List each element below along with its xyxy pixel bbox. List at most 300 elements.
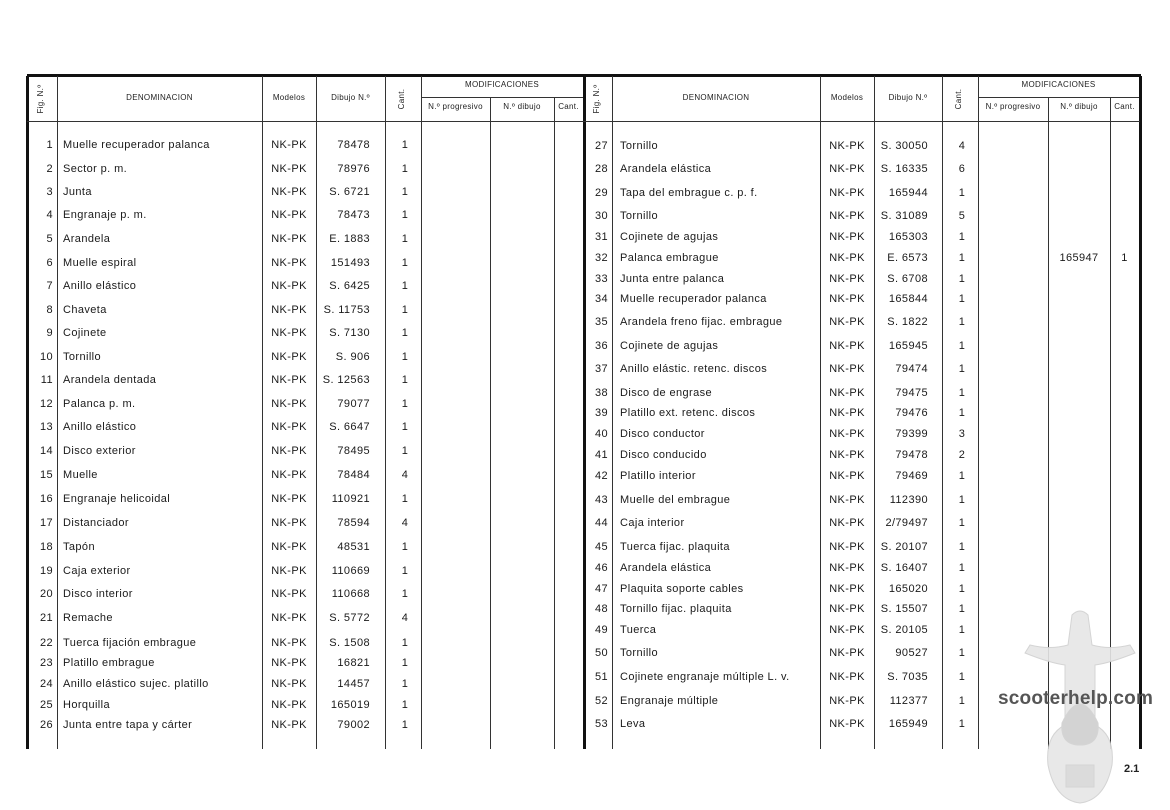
part-model: NK-PK — [829, 583, 865, 595]
table-row — [0, 581, 1170, 597]
part-model: NK-PK — [829, 316, 865, 328]
fig-number: 20 — [39, 588, 53, 600]
part-model: NK-PK — [271, 233, 307, 245]
drawing-number: 165019 — [330, 699, 370, 711]
drawing-number: 79002 — [337, 719, 370, 731]
part-model: NK-PK — [271, 637, 307, 649]
drawing-number: S. 7130 — [329, 327, 370, 339]
drawing-number: S. 15507 — [880, 603, 928, 615]
drawing-number: E. 6573 — [887, 252, 928, 264]
quantity: 1 — [958, 387, 966, 399]
fig-number: 31 — [594, 231, 608, 243]
part-name: Chaveta — [63, 304, 107, 316]
table-row — [0, 229, 1170, 245]
table-row — [0, 622, 1170, 638]
part-name: Cojinete — [63, 327, 107, 339]
part-name: Cojinete de agujas — [620, 231, 719, 243]
quantity: 1 — [958, 583, 966, 595]
table-row — [0, 426, 1170, 442]
part-model: NK-PK — [271, 588, 307, 600]
drawing-number: E. 1883 — [329, 233, 370, 245]
part-name: Arandela dentada — [63, 374, 157, 386]
quantity: 1 — [401, 139, 409, 151]
table-row — [0, 515, 1170, 531]
quantity: 1 — [401, 257, 409, 269]
part-name: Muelle recuperador palanca — [63, 139, 210, 151]
part-name: Junta — [63, 186, 92, 198]
part-model: NK-PK — [271, 186, 307, 198]
fig-number: 15 — [39, 469, 53, 481]
fig-number: 47 — [594, 583, 608, 595]
quantity: 1 — [958, 293, 966, 305]
drawing-number: 165303 — [888, 231, 928, 243]
drawing-number: S. 30050 — [880, 140, 928, 152]
part-model: NK-PK — [271, 421, 307, 433]
table-row — [0, 250, 1170, 266]
header-cant: Cant. — [954, 88, 963, 110]
drawing-number: S. 7035 — [887, 671, 928, 683]
fig-number: 35 — [594, 316, 608, 328]
part-model: NK-PK — [829, 163, 865, 175]
header-cant: Cant. — [397, 88, 406, 110]
quantity: 1 — [958, 187, 966, 199]
fig-number: 23 — [39, 657, 53, 669]
part-model: NK-PK — [829, 517, 865, 529]
drawing-number: 78594 — [337, 517, 370, 529]
part-name: Arandela elástica — [620, 163, 712, 175]
header-denominacion: DENOMINACION — [126, 93, 193, 102]
quantity: 1 — [401, 351, 409, 363]
part-model: NK-PK — [271, 678, 307, 690]
part-name: Engranaje helicoidal — [63, 493, 171, 505]
fig-number: 19 — [39, 565, 53, 577]
fig-number: 8 — [46, 304, 53, 316]
table-row — [0, 361, 1170, 377]
part-name: Disco conductor — [620, 428, 705, 440]
quantity: 3 — [958, 428, 966, 440]
table-row — [0, 338, 1170, 354]
quantity: 1 — [401, 678, 409, 690]
part-model: NK-PK — [829, 603, 865, 615]
quantity: 1 — [401, 209, 409, 221]
fig-number: 33 — [594, 273, 608, 285]
fig-number: 5 — [46, 233, 53, 245]
drawing-number: 79475 — [895, 387, 928, 399]
part-model: NK-PK — [829, 624, 865, 636]
quantity: 1 — [958, 231, 966, 243]
fig-number: 2 — [46, 163, 53, 175]
drawing-number: 78478 — [337, 139, 370, 151]
table-row — [0, 385, 1170, 401]
part-name: Cojinete de agujas — [620, 340, 719, 352]
part-name: Disco exterior — [63, 445, 136, 457]
part-model: NK-PK — [271, 139, 307, 151]
table-row — [0, 314, 1170, 330]
part-model: NK-PK — [829, 470, 865, 482]
quantity: 1 — [958, 494, 966, 506]
part-model: NK-PK — [829, 140, 865, 152]
fig-number: 40 — [594, 428, 608, 440]
fig-number: 39 — [594, 407, 608, 419]
fig-number: 1 — [46, 139, 53, 151]
drawing-number: 90527 — [895, 647, 928, 659]
quantity: 1 — [958, 316, 966, 328]
drawing-number: 79478 — [895, 449, 928, 461]
drawing-number: 79399 — [895, 428, 928, 440]
drawing-number: S. 6647 — [329, 421, 370, 433]
quantity: 5 — [958, 210, 966, 222]
fig-number: 18 — [39, 541, 53, 553]
part-model: NK-PK — [829, 562, 865, 574]
drawing-number: 110669 — [331, 565, 370, 577]
part-model: NK-PK — [829, 252, 865, 264]
drawing-number: S. 11753 — [323, 304, 370, 316]
quantity: 1 — [958, 252, 966, 264]
part-model: NK-PK — [271, 517, 307, 529]
quantity: 1 — [958, 517, 966, 529]
quantity: 1 — [401, 304, 409, 316]
fig-number: 25 — [39, 699, 53, 711]
fig-number: 42 — [594, 470, 608, 482]
drawing-number: 78495 — [337, 445, 370, 457]
quantity: 1 — [401, 163, 409, 175]
fig-number: 3 — [46, 186, 53, 198]
drawing-number: 165945 — [888, 340, 928, 352]
drawing-number: S. 31089 — [880, 210, 928, 222]
drawing-number: 112377 — [889, 695, 928, 707]
part-name: Muelle espiral — [63, 257, 137, 269]
fig-number: 52 — [594, 695, 608, 707]
fig-number: 51 — [594, 671, 608, 683]
part-model: NK-PK — [829, 647, 865, 659]
part-name: Engranaje p. m. — [63, 209, 147, 221]
quantity: 2 — [958, 449, 966, 461]
table-row — [0, 185, 1170, 201]
part-name: Muelle recuperador palanca — [620, 293, 767, 305]
fig-number: 32 — [594, 252, 608, 264]
fig-number: 38 — [594, 387, 608, 399]
part-model: NK-PK — [271, 398, 307, 410]
quantity: 1 — [401, 588, 409, 600]
part-model: NK-PK — [829, 273, 865, 285]
table-row — [0, 560, 1170, 576]
part-model: NK-PK — [271, 565, 307, 577]
quantity: 1 — [958, 671, 966, 683]
drawing-number: S. 6708 — [887, 273, 928, 285]
fig-number: 9 — [46, 327, 53, 339]
modificaciones-underline — [421, 97, 583, 98]
drawing-number: 110668 — [331, 588, 370, 600]
drawing-number: S. 5772 — [329, 612, 370, 624]
part-model: NK-PK — [271, 445, 307, 457]
quantity: 1 — [958, 407, 966, 419]
table-row — [0, 716, 1170, 732]
quantity: 1 — [401, 327, 409, 339]
quantity: 1 — [401, 421, 409, 433]
table-row — [0, 405, 1170, 421]
table-row — [0, 645, 1170, 661]
part-name: Distanciador — [63, 517, 129, 529]
part-model: NK-PK — [271, 699, 307, 711]
part-name: Anillo elástico sujec. platillo — [63, 678, 209, 690]
part-name: Disco interior — [63, 588, 133, 600]
part-name: Junta entre tapa y cárter — [63, 719, 193, 731]
modificaciones-underline — [978, 97, 1139, 98]
header-mod-dibujo: N.º dibujo — [503, 102, 541, 111]
fig-number: 21 — [39, 612, 53, 624]
part-name: Tornillo — [620, 647, 659, 659]
fig-number: 16 — [39, 493, 53, 505]
fig-number: 53 — [594, 718, 608, 730]
quantity: 1 — [958, 695, 966, 707]
table-row — [0, 271, 1170, 287]
quantity: 6 — [958, 163, 966, 175]
part-name: Palanca embrague — [620, 252, 719, 264]
part-name: Leva — [620, 718, 646, 730]
drawing-number: 112390 — [889, 494, 928, 506]
quantity: 1 — [401, 280, 409, 292]
part-model: NK-PK — [271, 304, 307, 316]
drawing-number: S. 1822 — [887, 316, 928, 328]
fig-number: 41 — [594, 449, 608, 461]
quantity: 1 — [401, 541, 409, 553]
part-model: NK-PK — [829, 293, 865, 305]
header-progresivo: N.º progresivo — [985, 102, 1041, 111]
table-row — [0, 447, 1170, 463]
part-name: Muelle — [63, 469, 98, 481]
part-model: NK-PK — [271, 719, 307, 731]
part-name: Engranaje múltiple — [620, 695, 719, 707]
fig-number: 12 — [39, 398, 53, 410]
quantity: 1 — [958, 470, 966, 482]
part-model: NK-PK — [271, 493, 307, 505]
part-name: Anillo elástico — [63, 280, 137, 292]
quantity: 1 — [401, 445, 409, 457]
fig-number: 46 — [594, 562, 608, 574]
fig-number: 30 — [594, 210, 608, 222]
drawing-number: S. 20105 — [880, 624, 928, 636]
fig-number: 7 — [46, 280, 53, 292]
part-name: Anillo elástic. retenc. discos — [620, 363, 768, 375]
table-row — [0, 669, 1170, 685]
part-name: Tornillo — [620, 140, 659, 152]
fig-number: 26 — [39, 719, 53, 731]
quantity: 1 — [401, 186, 409, 198]
part-name: Tornillo — [620, 210, 659, 222]
quantity: 1 — [958, 624, 966, 636]
drawing-number: S. 12563 — [322, 374, 370, 386]
part-name: Disco conducido — [620, 449, 707, 461]
drawing-number: S. 6425 — [329, 280, 370, 292]
header-denominacion: DENOMINACION — [682, 93, 750, 102]
drawing-number: S. 1508 — [329, 637, 370, 649]
part-name: Sector p. m. — [63, 163, 128, 175]
drawing-number: 79077 — [337, 398, 370, 410]
part-model: NK-PK — [829, 340, 865, 352]
part-name: Muelle del embrague — [620, 494, 731, 506]
part-model: NK-PK — [829, 494, 865, 506]
part-name: Remache — [63, 612, 113, 624]
quantity: 1 — [958, 718, 966, 730]
drawing-number: 78976 — [337, 163, 370, 175]
header-dibujo: Dibujo N.º — [331, 93, 370, 102]
drawing-number: S. 906 — [335, 351, 370, 363]
part-name: Platillo ext. retenc. discos — [620, 407, 756, 419]
quantity: 1 — [958, 647, 966, 659]
fig-number: 4 — [46, 209, 53, 221]
quantity: 4 — [401, 612, 409, 624]
part-name: Tuerca fijación embrague — [63, 637, 197, 649]
header-modificaciones: MODIFICACIONES — [1021, 80, 1096, 89]
fig-number: 6 — [46, 257, 53, 269]
header-dibujo: Dibujo N.º — [888, 93, 928, 102]
header-modificaciones: MODIFICACIONES — [465, 80, 539, 89]
part-name: Platillo embrague — [63, 657, 155, 669]
fig-number: 43 — [594, 494, 608, 506]
modification-drawing-number: 165947 — [1059, 252, 1099, 264]
drawing-number: S. 16335 — [880, 163, 928, 175]
watermark-text: scooterhelp.com — [998, 688, 1154, 709]
part-name: Tuerca — [620, 624, 657, 636]
quantity: 1 — [401, 233, 409, 245]
fig-number: 29 — [594, 187, 608, 199]
quantity: 1 — [401, 657, 409, 669]
fig-number: 49 — [594, 624, 608, 636]
part-model: NK-PK — [271, 257, 307, 269]
fig-number: 24 — [39, 678, 53, 690]
header-mod-cant: Cant. — [558, 102, 579, 111]
part-name: Tapón — [63, 541, 95, 553]
header-progresivo: N.º progresivo — [428, 102, 483, 111]
quantity: 1 — [958, 603, 966, 615]
drawing-number: 165944 — [888, 187, 928, 199]
drawing-number: 78473 — [337, 209, 370, 221]
fig-number: 44 — [594, 517, 608, 529]
quantity: 1 — [401, 565, 409, 577]
drawing-number: 16821 — [337, 657, 370, 669]
part-model: NK-PK — [271, 374, 307, 386]
drawing-number: S. 20107 — [880, 541, 928, 553]
table-row — [0, 693, 1170, 709]
part-name: Arandela freno fijac. embrague — [620, 316, 783, 328]
quantity: 1 — [401, 719, 409, 731]
fig-number: 45 — [594, 541, 608, 553]
quantity: 1 — [958, 562, 966, 574]
drawing-number: 2/79497 — [885, 517, 928, 529]
part-name: Palanca p. m. — [63, 398, 136, 410]
part-name: Anillo elástico — [63, 421, 137, 433]
header-mod-cant: Cant. — [1114, 102, 1135, 111]
table-row — [0, 601, 1170, 617]
quantity: 4 — [401, 469, 409, 481]
part-name: Disco de engrase — [620, 387, 713, 399]
part-name: Tornillo fijac. plaquita — [620, 603, 732, 615]
quantity: 1 — [401, 493, 409, 505]
fig-number: 14 — [39, 445, 53, 457]
fig-number: 17 — [39, 517, 53, 529]
header-fig: Fig. N.º — [592, 84, 601, 114]
part-model: NK-PK — [829, 231, 865, 243]
part-model: NK-PK — [829, 541, 865, 553]
page-number: 2.1 — [1124, 763, 1140, 775]
table-row — [0, 468, 1170, 484]
header-mod-dibujo: N.º dibujo — [1060, 102, 1098, 111]
drawing-number: 165020 — [888, 583, 928, 595]
table-row — [0, 208, 1170, 224]
drawing-number: 78484 — [337, 469, 370, 481]
part-model: NK-PK — [271, 469, 307, 481]
part-model: NK-PK — [271, 612, 307, 624]
table-row — [0, 291, 1170, 307]
part-model: NK-PK — [829, 363, 865, 375]
part-name: Junta entre palanca — [620, 273, 725, 285]
drawing-number: 165844 — [888, 293, 928, 305]
header-modelos: Modelos — [830, 93, 864, 102]
part-name: Tuerca fijac. plaquita — [620, 541, 730, 553]
quantity: 4 — [401, 517, 409, 529]
fig-number: 11 — [40, 374, 53, 386]
drawing-number: S. 6721 — [329, 186, 370, 198]
table-row — [0, 161, 1170, 177]
drawing-number: 79474 — [895, 363, 928, 375]
part-model: NK-PK — [271, 280, 307, 292]
fig-number: 36 — [594, 340, 608, 352]
part-model: NK-PK — [829, 449, 865, 461]
part-model: NK-PK — [829, 718, 865, 730]
fig-number: 10 — [39, 351, 53, 363]
quantity: 1 — [401, 398, 409, 410]
table-row — [0, 138, 1170, 154]
fig-number: 28 — [594, 163, 608, 175]
part-name: Platillo interior — [620, 470, 696, 482]
part-model: NK-PK — [271, 351, 307, 363]
table-row — [0, 539, 1170, 555]
quantity: 1 — [401, 374, 409, 386]
modification-quantity: 1 — [1121, 252, 1128, 264]
part-name: Tornillo — [63, 351, 102, 363]
part-name: Horquilla — [63, 699, 111, 711]
part-name: Caja interior — [620, 517, 685, 529]
drawing-number: 79476 — [895, 407, 928, 419]
quantity: 1 — [401, 637, 409, 649]
fig-number: 27 — [594, 140, 608, 152]
quantity: 1 — [401, 699, 409, 711]
drawing-number: 48531 — [337, 541, 370, 553]
drawing-number: 165949 — [888, 718, 928, 730]
fig-number: 48 — [594, 603, 608, 615]
part-model: NK-PK — [271, 327, 307, 339]
drawing-number: S. 16407 — [880, 562, 928, 574]
quantity: 4 — [958, 140, 966, 152]
part-model: NK-PK — [829, 387, 865, 399]
part-model: NK-PK — [829, 187, 865, 199]
drawing-number: 14457 — [337, 678, 370, 690]
part-model: NK-PK — [271, 163, 307, 175]
part-model: NK-PK — [271, 657, 307, 669]
drawing-number: 79469 — [895, 470, 928, 482]
part-name: Plaquita soporte cables — [620, 583, 744, 595]
part-model: NK-PK — [829, 407, 865, 419]
part-name: Caja exterior — [63, 565, 131, 577]
fig-number: 13 — [39, 421, 53, 433]
part-model: NK-PK — [271, 209, 307, 221]
quantity: 1 — [958, 363, 966, 375]
part-model: NK-PK — [829, 671, 865, 683]
part-name: Arandela — [63, 233, 111, 245]
part-model: NK-PK — [271, 541, 307, 553]
part-name: Cojinete engranaje múltiple L. v. — [620, 671, 790, 683]
drawing-number: 151493 — [330, 257, 370, 269]
